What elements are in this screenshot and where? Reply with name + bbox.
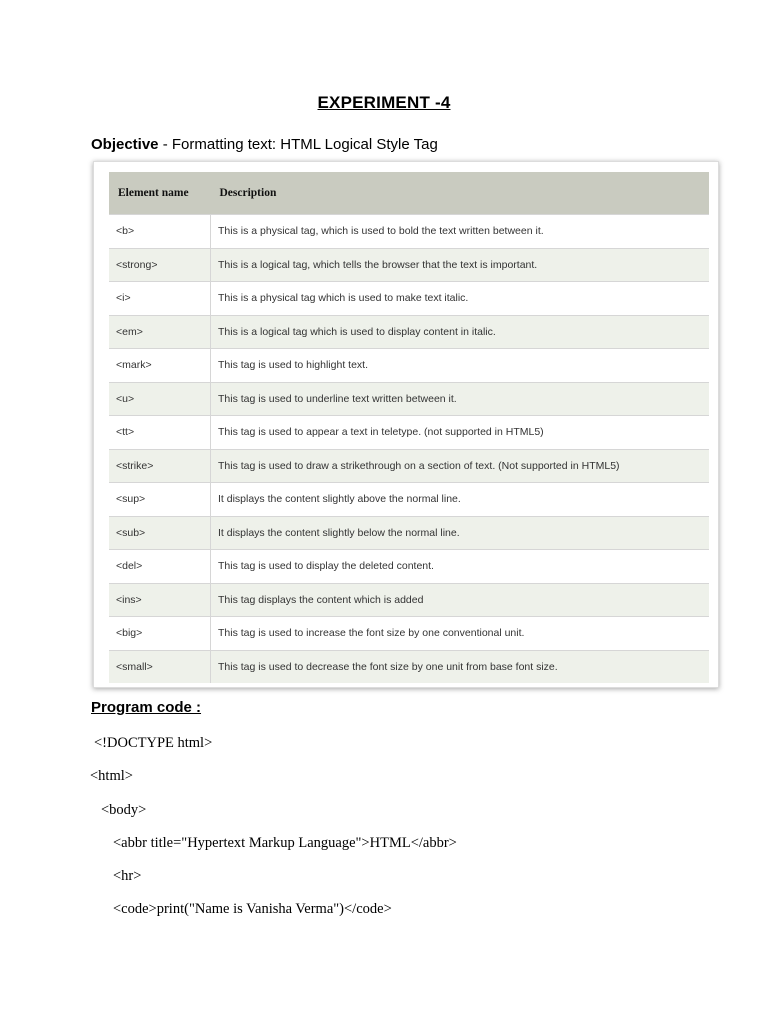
element-name-cell: <i> (109, 282, 211, 316)
table-row (109, 416, 709, 450)
code-line: <html> (90, 768, 133, 784)
description-cell: This tag is used to draw a strikethrough on a section of text. (Not supported in HTML5) (211, 449, 710, 483)
code-line: <hr> (113, 868, 142, 884)
tag-table-frame (93, 161, 719, 688)
header-element-name: Element name (109, 172, 211, 215)
table-row (109, 650, 709, 683)
table-row (109, 315, 709, 349)
description-cell: This is a logical tag, which tells the browser that the text is important. (211, 248, 710, 282)
element-name-cell: <del> (109, 550, 211, 584)
code-line: <code>print("Name is Vanisha Verma")</code> (113, 901, 392, 917)
description-cell: It displays the content slightly above the normal line. (211, 483, 710, 517)
description-cell: This tag is used to underline text written between it. (211, 382, 710, 416)
element-name-cell: <strike> (109, 449, 211, 483)
header-description: Description (211, 172, 710, 215)
description-cell: This tag is used to highlight text. (211, 349, 710, 383)
program-code-heading: Program code : (91, 699, 202, 716)
element-name-cell: <em> (109, 315, 211, 349)
table-row (109, 483, 709, 517)
code-line: <abbr title="Hypertext Markup Language">HTML</abbr> (113, 835, 457, 851)
code-line: <body> (101, 802, 147, 818)
description-cell: This is a logical tag which is used to display content in italic. (211, 315, 710, 349)
page-title: EXPERIMENT -4 (317, 93, 451, 112)
table-row (109, 617, 709, 651)
element-name-cell: <sub> (109, 516, 211, 550)
description-cell: This tag displays the content which is added (211, 583, 710, 617)
objective-line (91, 136, 438, 153)
description-cell: This tag is used to appear a text in teletype. (not supported in HTML5) (211, 416, 710, 450)
element-name-cell: <u> (109, 382, 211, 416)
tag-table (109, 172, 709, 683)
element-name-cell: <mark> (109, 349, 211, 383)
description-cell: This is a physical tag, which is used to bold the text written between it. (211, 215, 710, 249)
table-row (109, 583, 709, 617)
element-name-cell: <ins> (109, 583, 211, 617)
objective-label: Objective (91, 136, 159, 153)
objective-text: - Formatting text: HTML Logical Style Tag (158, 136, 438, 153)
description-cell: This is a physical tag which is used to make text italic. (211, 282, 710, 316)
table-row (109, 349, 709, 383)
element-name-cell: <tt> (109, 416, 211, 450)
description-cell: This tag is used to increase the font size by one conventional unit. (211, 617, 710, 651)
element-name-cell: <small> (109, 650, 211, 683)
element-name-cell: <big> (109, 617, 211, 651)
element-name-cell: <strong> (109, 248, 211, 282)
description-cell: This tag is used to display the deleted content. (211, 550, 710, 584)
element-name-cell: <sup> (109, 483, 211, 517)
table-row (109, 516, 709, 550)
table-header-row (109, 172, 709, 215)
table-row (109, 382, 709, 416)
table-row (109, 215, 709, 249)
table-row (109, 449, 709, 483)
description-cell: It displays the content slightly below the normal line. (211, 516, 710, 550)
code-line: <!DOCTYPE html> (94, 735, 213, 751)
description-cell: This tag is used to decrease the font size by one unit from base font size. (211, 650, 710, 683)
table-row (109, 550, 709, 584)
table-row (109, 248, 709, 282)
element-name-cell: <b> (109, 215, 211, 249)
table-row (109, 282, 709, 316)
